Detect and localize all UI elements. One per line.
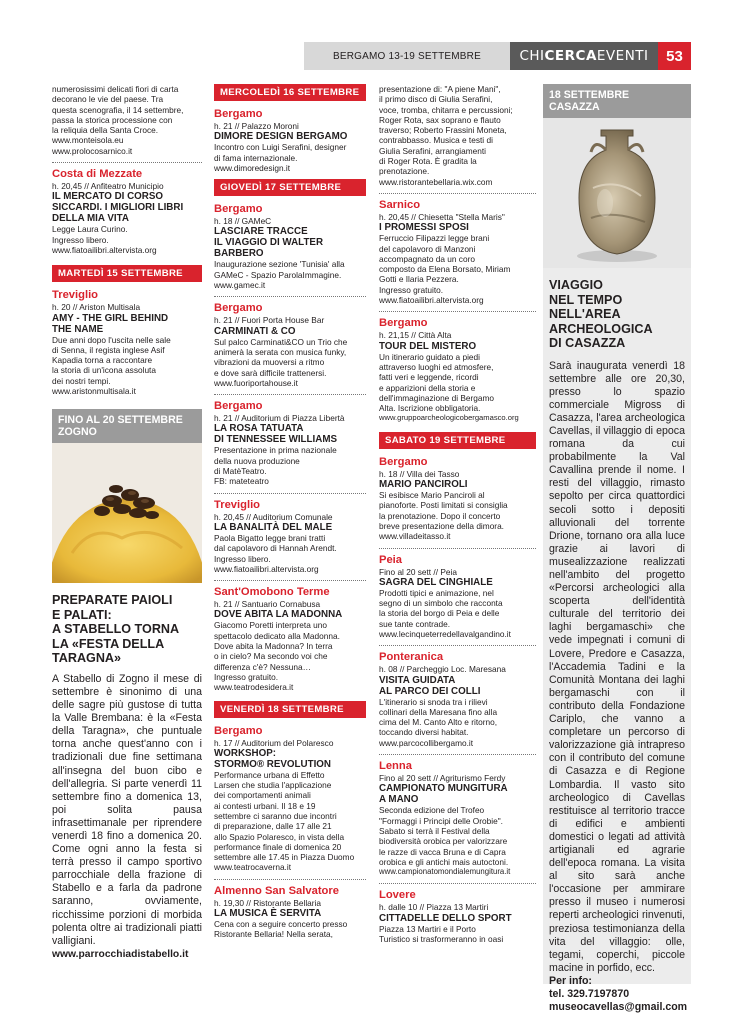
event-when: h. 21 // Santuario Cornabusa xyxy=(214,599,321,610)
event-title: WORKSHOP: xyxy=(214,747,277,759)
link[interactable]: www.fiatoailibri.altervista.org xyxy=(379,295,484,306)
feature-place: ZOGNO xyxy=(58,426,97,439)
event-when: h. 20,45 // Chiesetta "Stella Maris" xyxy=(379,211,505,222)
event-desc: Kapadia torna a raccontare xyxy=(52,355,153,366)
text-line: passa la storica processione con xyxy=(52,114,173,125)
event-title: DOVE ABITA LA MADONNA xyxy=(214,609,343,621)
event-desc: di MatèTeatro. xyxy=(214,466,267,477)
event-desc: Prodotti tipici e animazione, nel xyxy=(379,587,494,598)
title-line: VIAGGIO xyxy=(549,278,603,292)
page-number: 53 xyxy=(658,42,691,70)
event-dove-abita-la-madonna xyxy=(214,586,366,692)
divider xyxy=(214,394,366,395)
info-label: Per info: xyxy=(549,974,592,987)
title-line: NEL TEMPO xyxy=(549,292,623,307)
link[interactable]: www.parcocollibergamo.it xyxy=(379,737,474,748)
event-desc: Sul palco Carminati&CO un Trio che xyxy=(214,336,348,347)
event-city: Bergamo xyxy=(379,455,428,468)
event-desc: la prenotazione. Dopo il concerto xyxy=(379,510,501,521)
feature-box-header xyxy=(543,84,691,118)
event-city: Costa di Mezzate xyxy=(52,168,143,181)
event-title: BARBERO xyxy=(214,248,264,260)
event-city: Peia xyxy=(379,553,403,566)
event-desc: Seconda edizione del Trofeo xyxy=(379,805,485,816)
event-desc: o in cielo? Ma secondo voi che xyxy=(214,651,328,662)
event-city: Treviglio xyxy=(52,289,99,302)
event-desc: Dove abita la Madonna? In terra xyxy=(214,641,333,652)
header-brand xyxy=(510,42,658,70)
text-line: presentazione di: "A piene Mani", xyxy=(379,84,501,94)
event-city: Sarnico xyxy=(379,198,421,211)
event-city: Lovere xyxy=(379,889,416,902)
event-desc: attraverso luoghi ed atmosfere, xyxy=(379,361,494,372)
event-desc: collinari della Maresana fino alla xyxy=(379,706,498,717)
event-title: DELLA MIA VITA xyxy=(52,213,129,225)
feature-date: 18 SETTEMBRE xyxy=(549,89,630,101)
divider xyxy=(379,548,536,549)
event-desc: breve presentazione della dimora. xyxy=(379,520,504,531)
link[interactable]: www.gamec.it xyxy=(214,280,266,291)
event-title: TOUR DEL MISTERO xyxy=(379,340,477,352)
event-title: AL PARCO DEI COLLI xyxy=(379,685,481,697)
text-line: decorano le vie del paese. Tra xyxy=(52,94,164,105)
event-desc: allo Spazio Polaresco, in vista della xyxy=(214,831,345,842)
divider xyxy=(214,493,366,494)
title-line: NELL'AREA xyxy=(549,307,621,321)
event-desc: spettacolo dedicato alla Madonna. xyxy=(214,630,340,641)
event-desc: Paola Bigatto legge brani tratti xyxy=(214,532,326,543)
link[interactable]: www.fiatoailibri.altervista.org xyxy=(214,563,319,574)
column-2 xyxy=(214,84,366,940)
event-desc: vibrazioni da muoversi a ritmo xyxy=(214,357,325,368)
event-desc: GAMeC - Spazio ParolaImmagine. xyxy=(214,269,342,280)
event-city: Bergamo xyxy=(214,400,263,413)
day-banner: VENERDÌ 18 SETTEMBRE xyxy=(214,701,366,718)
text-line: la reliquia della Santa Croce. xyxy=(52,125,159,136)
event-city: Lenna xyxy=(379,760,412,773)
event-desc: Performance urbana di Effetto xyxy=(214,769,325,780)
event-when: h. 18 // Villa dei Tasso xyxy=(379,468,460,479)
title-line: A STABELLO TORNA xyxy=(52,622,180,637)
link[interactable]: www.fiatoailibri.altervista.org xyxy=(52,244,157,255)
event-when: Fino al 20 sett // Agriturismo Ferdy xyxy=(379,773,506,784)
event-desc: Alta. Iscrizione obbligatoria. xyxy=(379,403,481,414)
divider xyxy=(379,645,536,646)
event-desc: Ingresso gratuito. xyxy=(379,284,444,295)
event-desc: Ingresso gratuito. xyxy=(214,671,279,682)
event-title: LA MUSICA È SERVITA xyxy=(214,908,322,920)
event-banalita-del-male xyxy=(214,499,366,574)
event-intro xyxy=(379,84,536,187)
divider xyxy=(214,879,366,880)
event-mario-panciroli xyxy=(379,456,536,542)
column-3 xyxy=(379,84,536,944)
day-banner: GIOVEDÌ 17 SETTEMBRE xyxy=(214,179,366,196)
event-desc: segno di un simbolo che racconta xyxy=(379,598,503,609)
event-desc: "Formaggi i Principi delle Orobie". xyxy=(379,815,503,826)
event-title: CARMINATI & CO xyxy=(214,325,296,337)
text-line: Roger Rota, sax soprano e flauto xyxy=(379,114,501,125)
link[interactable]: www.aristonmultisala.it xyxy=(52,386,136,397)
event-desc: biodiversità orobica per valorizzare xyxy=(379,836,508,847)
event-when: h. 21 // Auditorium di Piazza Libertà xyxy=(214,413,345,424)
feature-title xyxy=(52,593,202,666)
event-title: VISITA GUIDATA xyxy=(379,674,456,686)
event-title: MARIO PANCIROLI xyxy=(379,479,468,491)
event-when: h. 20 // Ariston Multisala xyxy=(52,302,141,313)
event-desc: sue tante contrade. xyxy=(379,618,451,629)
event-desc: di preparazione, dalle 17 alle 21 xyxy=(214,821,332,832)
divider xyxy=(214,580,366,581)
event-desc: Giacomo Poretti interpreta uno xyxy=(214,620,327,631)
event-desc: composto da Elena Borsato, Miriam xyxy=(379,264,511,275)
title-line: E PALATI: xyxy=(52,607,112,622)
event-title: LASCIARE TRACCE xyxy=(214,226,308,238)
link[interactable]: www.ristorantebellaria.wix.com xyxy=(379,176,493,187)
feature-title xyxy=(543,278,691,351)
title-line: TARAGNA» xyxy=(52,651,122,666)
brand-chi: CHI xyxy=(519,48,545,64)
text-line: prenotazione. xyxy=(379,166,430,177)
event-desc: di Senna, il regista inglese Asif xyxy=(52,344,165,355)
event-title: IL VIAGGIO DI WALTER xyxy=(214,237,324,249)
event-desc: orobica e gli antichi mais autoctoni. xyxy=(379,856,509,867)
event-desc: fatti veri e leggende, ricordi xyxy=(379,372,479,383)
event-title: SAGRA DEL CINGHIALE xyxy=(379,576,493,588)
event-desc: Gotti e Ilaria Pezzera. xyxy=(379,274,459,285)
event-desc: del capolavoro di Manzoni xyxy=(379,243,476,254)
event-title: THE NAME xyxy=(52,323,104,335)
event-desc: Ingresso libero. xyxy=(214,553,271,564)
event-title: CAMPIONATO MUNGITURA xyxy=(379,783,508,795)
event-desc: Presentazione in prima nazionale xyxy=(214,445,337,456)
event-mungitura xyxy=(379,760,536,877)
event-when: h. 21 // Palazzo Moroni xyxy=(214,121,299,131)
event-when: h. 08 // Parcheggio Loc. Maresana xyxy=(379,664,506,675)
feature-place: CASAZZA xyxy=(549,101,600,113)
phone-number[interactable]: tel. 329.7197870 xyxy=(549,988,630,1000)
event-title: IL MERCATO DI CORSO xyxy=(52,191,164,203)
brand-eventi: EVENTI xyxy=(596,48,649,64)
title-line: PREPARATE PAIOLI xyxy=(52,593,173,608)
polenta-illustration xyxy=(52,443,202,583)
event-city: Almenno San Salvatore xyxy=(214,884,339,897)
link[interactable]: www.campionatomondialemungitura.it xyxy=(379,867,511,877)
event-title: DIMORE DESIGN BERGAMO xyxy=(214,131,348,143)
sidebar-feature xyxy=(543,84,691,1014)
event-parco-dei-colli xyxy=(379,651,536,748)
feature-contacts xyxy=(543,975,691,1014)
text-line: traverso; Roberto Frassini Moneta, xyxy=(379,125,507,136)
event-desc: animerà la serata con musica funky, xyxy=(214,346,347,357)
text-line: contrabbasso. Musica e testi di xyxy=(379,135,493,146)
event-title: SICCARDI. I MIGLIORI LIBRI xyxy=(52,202,184,214)
text-line: voce, tromba, chitarra e percussioni; xyxy=(379,104,513,115)
event-title: AMY - THE GIRL BEHIND xyxy=(52,312,169,324)
text-line: di Roger Rota. È gradita la xyxy=(379,156,477,167)
event-desc: e dove sarà difficile trattenersi. xyxy=(214,367,327,378)
event-desc: Ingresso libero. xyxy=(52,234,109,245)
link[interactable]: www.teatrocaverna.it xyxy=(214,862,292,873)
link[interactable]: www.villadeitasso.it xyxy=(379,531,451,542)
event-stormo-revolution xyxy=(214,725,366,873)
divider xyxy=(52,162,202,163)
event-city: Bergamo xyxy=(214,724,263,737)
event-lasciare-tracce xyxy=(214,203,366,290)
event-desc: Cena con a seguire concerto presso xyxy=(214,919,348,930)
link[interactable]: www.lecinqueterredellavalgandino.it xyxy=(379,628,511,639)
title-line: ARCHEOLOGICA xyxy=(549,321,653,336)
event-desc: Ristorante Bellaria! Nella serata, xyxy=(214,929,333,940)
divider xyxy=(379,311,536,312)
event-desc: Turistico si trasformeranno in oasi xyxy=(379,934,504,945)
event-rosa-tatuata xyxy=(214,400,366,486)
event-desc: dal capolavoro di Hannah Arendt. xyxy=(214,543,337,554)
event-when: h. 17 // Auditorium del Polaresco xyxy=(214,737,334,748)
event-city: Bergamo xyxy=(379,317,428,330)
event-desc: cima del M. Canto Alto e ritorno, xyxy=(379,717,498,728)
day-banner: SABATO 19 SETTEMBRE xyxy=(379,432,536,449)
event-desc: dei comportamenti animali xyxy=(214,790,311,801)
event-when: h. 19,30 // Ristorante Bellaria xyxy=(214,897,321,908)
feature-box-header xyxy=(52,409,202,443)
roman-jar-illustration xyxy=(543,118,691,268)
event-desc: Un itinerario guidato a piedi xyxy=(379,351,481,362)
event-when: h. 20,45 // Anfiteatro Municipio xyxy=(52,181,164,192)
event-desc: Inaugurazione sezione 'Tunisia' alla xyxy=(214,259,345,270)
event-desc: differenza c'è? Nessuna… xyxy=(214,661,311,672)
event-desc: settembre alle 17.45 in Piazza Duomo xyxy=(214,852,355,863)
event-desc: Sabato si terrà il Festival della xyxy=(379,825,490,836)
event-desc: L'itinerario si snoda tra i rilievi xyxy=(379,696,488,707)
event-desc: dell'immaginazione di Bergamo xyxy=(379,392,495,403)
event-city: Bergamo xyxy=(214,108,263,120)
feature-link[interactable]: www.parrocchiadistabello.it xyxy=(52,948,189,960)
event-title: A MANO xyxy=(379,794,419,806)
event-carminati xyxy=(214,302,366,388)
text-line: numerosissimi delicati fiori di carta xyxy=(52,84,179,94)
day-banner: MERCOLEDÌ 16 SETTEMBRE xyxy=(214,84,366,101)
event-city: Ponteranica xyxy=(379,651,444,664)
feature-body: Sarà inaugurata venerdì 18 settembre alle ore 20,30, presso lo spazio commerciale Migross di Casazza, l'area archeologica Cavellas, il villaggio di epoca romana da cui probabilmente la Val Cavallina prende il nome. I resti del villaggio, rimasto sepolto per circa quattordici secoli sotto i depositi alluvionali del torrente Drione, tornano ora alla luce grazie ai lavori di musealizzazione realizzati nell'ambito del progetto «Percorsi archeologici alla scoperta dell'identità culturale del territorio dei laghi bergamaschi» che vede impegnati i comuni di Lovere, Predore e Casazza, l'Accademia Tadini e la Comunità Montana dei laghi bergamaschi con il contributo della Fondazione Cariplo, che vanno a completare un percorso di valorizzazione già intrapreso con il contributo del comune di Casazza e di Regione Lombardia. Il vasto sito archeologico di Cavellas restituisce al territorio tracce di edifici e ambienti domestici o legati ad attività artigianali ed agrarie dell'epoca romana. La visita al sito sarà anche l'occasione per ammirare presso il museo i numerosi reperti archeologici rinvenuti, preziosa testimonianza della vita del villaggio: olle, tegami, coperchi, piccole macine in porfido, ecc. xyxy=(549,359,685,974)
divider xyxy=(214,296,366,297)
event-when: h. 20,45 // Auditorium Comunale xyxy=(214,511,333,522)
text-line: Giulia Serafini, arrangiamenti xyxy=(379,145,486,156)
event-desc: performance finale di domenica 20 xyxy=(214,841,342,852)
event-desc: accompagnato da un coro xyxy=(379,253,475,264)
feature-date: FINO AL 20 SETTEMBRE xyxy=(58,414,183,427)
event-desc: Legge Laura Curino. xyxy=(52,224,128,235)
event-cittadelle-sport xyxy=(379,889,536,944)
event-desc: Due anni dopo l'uscita nelle sale xyxy=(52,334,171,345)
event-promessi-sposi xyxy=(379,199,536,305)
event-costa-di-mezzate xyxy=(52,168,202,255)
event-city: Bergamo xyxy=(214,302,263,315)
event-treviglio-amy xyxy=(52,289,202,396)
link[interactable]: www.teatrodesidera.it xyxy=(214,682,294,693)
text-line: questa scenografia, il 14 settembre, xyxy=(52,104,184,115)
event-desc: toccando diversi habitat. xyxy=(379,727,469,738)
event-desc: della nuova produzione xyxy=(214,455,300,466)
header-dates: BERGAMO 13-19 SETTEMBRE xyxy=(304,42,510,70)
event-desc: di fama internazionale. xyxy=(214,152,298,163)
event-musica-servita xyxy=(214,885,366,940)
event-desc: settembre ci saranno due incontri xyxy=(214,810,337,821)
event-desc: la storia di un'icona assoluta xyxy=(52,365,156,376)
event-tour-del-mistero xyxy=(379,317,536,423)
event-intro xyxy=(52,84,202,156)
event-when: h. 18 // GAMeC xyxy=(214,216,272,227)
event-desc: e apparizioni della storia e xyxy=(379,382,476,393)
link[interactable]: www.prolocosarnico.it xyxy=(52,145,133,156)
title-line: LA «FESTA DELLA xyxy=(52,636,165,651)
divider xyxy=(379,193,536,194)
event-desc: ai contesti urbani. Il 18 e 19 xyxy=(214,800,316,811)
brand-cerca: CERCA xyxy=(544,48,597,64)
column-1 xyxy=(52,84,202,960)
event-title: STORMO® REVOLUTION xyxy=(214,758,331,770)
divider xyxy=(379,754,536,755)
event-title: I PROMESSI SPOSI xyxy=(379,222,469,234)
event-desc: Incontro con Luigi Serafini, designer xyxy=(214,142,347,153)
polenta-photo xyxy=(52,443,202,583)
event-desc: Piazza 13 Martiri e il Porto xyxy=(379,923,476,934)
feature-body: A Stabello di Zogno il mese di settembre è sinonimo di una delle sagre più gustose di tutta la Valle Brembana: è la «Festa della Taragna», che puntuale torna anche quest'anno con i tradizionali due fine settimana all'insegna del buon cibo e dell'allegria. Si parte venerdì 11 settembre fino a domenica 13, poi solita pausa infrasettimanale per riprendere venerdì 18 fino a domenica 20. Come ogni anno la festa si terrà presso il campo sportivo parrocchiale della frazione di Stabello e a farla da padrone saranno, ovviamente, ricchissime porzioni di morbida polenta oltre ai tradizionali piatti valligiani. xyxy=(52,672,202,947)
event-desc: Larsen che studia l'applicazione xyxy=(214,780,332,791)
event-when: h. 21 // Fuori Porta House Bar xyxy=(214,315,325,326)
link[interactable]: www.monteisola.eu xyxy=(52,135,124,146)
event-when: Fino al 20 sett // Peia xyxy=(379,566,457,577)
roman-jar-photo xyxy=(543,118,691,268)
link[interactable]: www.dimoredesign.it xyxy=(214,162,291,173)
text-line: il primo disco di Giulia Serafini, xyxy=(379,94,493,105)
page-header xyxy=(304,42,691,70)
day-banner: MARTEDÌ 15 SETTEMBRE xyxy=(52,265,202,282)
event-when: h. 21,15 // Città Alta xyxy=(379,330,452,341)
event-city: Sant'Omobono Terme xyxy=(214,586,330,599)
event-city: Bergamo xyxy=(214,203,263,216)
event-desc: Ferruccio Filipazzi legge brani xyxy=(379,233,490,244)
event-desc: le razze di vacca Bruna e di Capra xyxy=(379,846,506,857)
event-title: LA BANALITÀ DEL MALE xyxy=(214,521,333,533)
event-desc: FB: mateteatro xyxy=(214,476,269,487)
link[interactable]: www.gruppoarcheologicobergamasco.org xyxy=(379,413,519,423)
event-sagra-cinghiale xyxy=(379,554,536,640)
event-city: Treviglio xyxy=(214,498,261,511)
event-when: h. dalle 10 // Piazza 13 Martiri xyxy=(379,902,489,913)
event-title: LA ROSA TATUATA xyxy=(214,423,304,435)
event-desc: pianoforte. Posti limitati si consiglia xyxy=(379,500,508,511)
title-line: DI CASAZZA xyxy=(549,336,626,350)
event-desc: la storia del borgo di Peia e delle xyxy=(379,608,500,619)
email-link[interactable]: museocavellas@gmail.com xyxy=(549,1001,688,1014)
event-title: CITTADELLE DELLO SPORT xyxy=(379,912,512,924)
divider xyxy=(379,883,536,884)
link[interactable]: www.fuoriportahouse.it xyxy=(214,377,298,388)
event-title: DI TENNESSEE WILLIAMS xyxy=(214,434,338,446)
event-dimore-design xyxy=(214,108,366,173)
event-desc: Si esibisce Mario Panciroli al xyxy=(379,490,485,501)
event-desc: dei nostri tempi. xyxy=(52,375,111,386)
